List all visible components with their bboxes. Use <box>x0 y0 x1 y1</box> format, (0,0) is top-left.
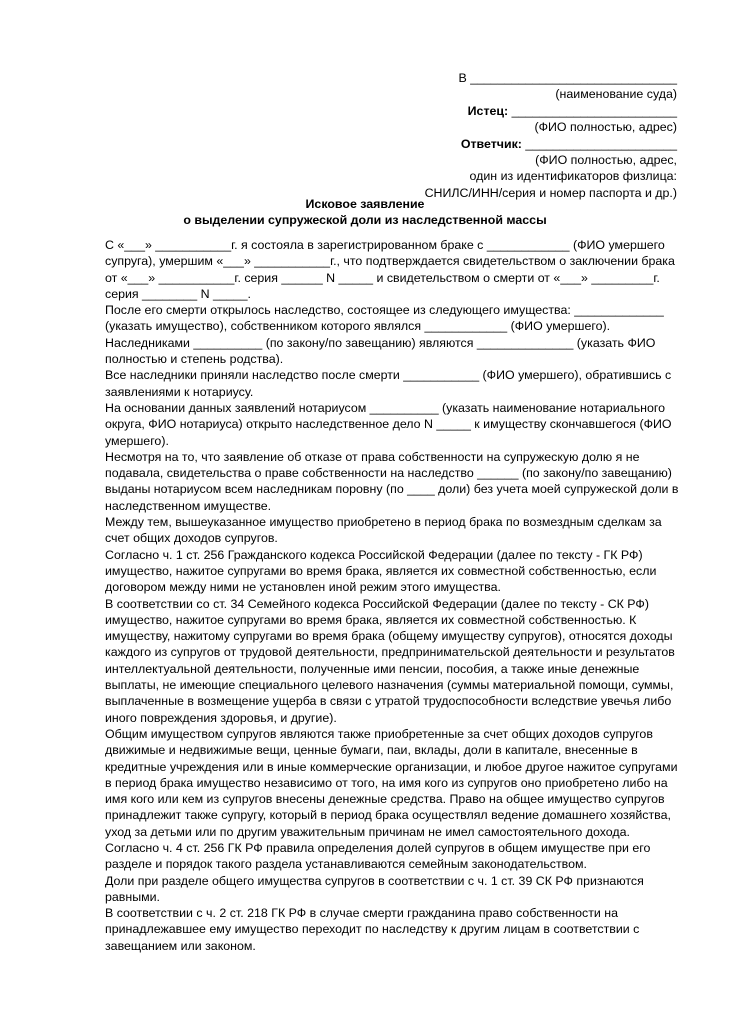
paragraph: Доли при разделе общего имущества супругов в соответствии с ч. 1 ст. 39 СК РФ признаются равными. <box>105 873 644 904</box>
document-body <box>105 237 681 954</box>
title-line-1: Исковое заявление <box>305 197 425 211</box>
title-line-2: о выделении супружеской доли из наследственной массы <box>183 213 547 227</box>
plaintiff-blank: ________________________ <box>508 103 677 118</box>
defendant-hint-2: один из идентификаторов физлица: <box>469 169 677 184</box>
paragraph: С «___» ___________г. я состояла в зарегистрированном браке с ____________ (ФИО умершего супруга), умершим «___» ___________г., что подтверждается свидетельством о заключении брака от «___» ___________г. серия ______ N _____ и свидетельством о смерти от «___» _________г. серия ________ N _____. <box>105 238 675 301</box>
defendant-hint-1: (ФИО полностью, адрес, <box>535 153 677 168</box>
document-title <box>0 196 730 228</box>
court-hint: (наименование суда) <box>555 87 677 102</box>
paragraph: Общим имуществом супругов являются также приобретенные за счет общих доходов супругов движимые и недвижимые вещи, ценные бумаги, паи, вклады, доли в капитале, внесенные в кредитные учреждения или в иные коммерческие организации, и любое другое нажитое супругами в период брака имущество независимо от того, на имя кого из супругов оно приобретено либо на имя кого или кем из супругов внесены денежные средства. Право на общее имущество супругов принадлежит также супругу, который в период брака осуществлял ведение домашнего хозяйства, уход за детьми или по другим уважительным причинам не имел самостоятельного дохода. <box>105 726 678 839</box>
paragraph: После его смерти открылось наследство, состоящее из следующего имущества: _____________ (указать имущество), собственником которого являлся ____________ (ФИО умершего). <box>105 303 664 334</box>
addressee-block <box>347 70 677 201</box>
paragraph: Несмотря на то, что заявление об отказе от права собственности на супружескую долю я не подавала, свидетельства о праве собственности на наследство ______ (по закону/по завещанию) выданы нотариусом всем наследникам поровну (по ____ доли) без учета моей супружеской доли в наследственном имуществе. <box>105 449 679 513</box>
paragraph: В соответствии со ст. 34 Семейного кодекса Российской Федерации (далее по тексту - СК РФ) имущество, нажитое супругами во время брака, является их совместной собственностью. К имуществу, нажитому супругами во время брака (общему имуществу супругов), относятся доходы каждого из супругов от трудовой деятельности, предпринимательской деятельности и результатов интеллектуальной деятельности, полученные ими пенсии, пособия, а также иные денежные выплаты, не имеющие специального целевого назначения (суммы материальной помощи, суммы, выплаченные в возмещение ущерба в связи с утратой трудоспособности вследствие увечья либо иного повреждения здоровья, и другие). <box>105 596 675 725</box>
defendant-blank: ______________________ <box>521 136 677 151</box>
paragraph: Все наследники приняли наследство после смерти ___________ (ФИО умершего), обратившись с заявлениями к нотариусу. <box>105 368 672 399</box>
court-line: В ______________________________ <box>458 71 677 85</box>
paragraph: В соответствии с ч. 2 ст. 218 ГК РФ в случае смерти гражданина право собственности на принадлежавшее ему имущество переходит по наследству к другим лицам в соответствии с завещанием или законом. <box>105 906 640 953</box>
paragraph: На основании данных заявлений нотариусом __________ (указать наименование нотариального округа, ФИО нотариуса) открыто наследственное дело N _____ к имуществу скончавшегося (ФИО умершего). <box>105 400 672 448</box>
paragraph: Согласно ч. 4 ст. 256 ГК РФ правила определения долей супругов в общем имуществе при его разделе и порядок такого раздела устанавливаются семейным законодательством. <box>105 840 651 872</box>
defendant-line <box>347 136 677 152</box>
defendant-hint-3: СНИЛС/ИНН/серия и номер паспорта и др.) <box>424 185 677 200</box>
paragraph: Согласно ч. 1 ст. 256 Гражданского кодекса Российской Федерации (далее по тексту - ГК РФ) имущество, нажитое супругами во время брака, является их совместной собственностью, если договором между ними не установлен иной режим этого имущества. <box>105 547 657 595</box>
defendant-label: Ответчик: <box>460 136 522 151</box>
paragraph: Наследниками __________ (по закону/по завещанию) являются ______________ (указать ФИО полностью и степень родства). <box>105 335 656 367</box>
paragraph: Между тем, вышеуказанное имущество приобретено в период брака по возмездным сделкам за счет общих доходов супругов. <box>105 515 662 546</box>
plaintiff-hint: (ФИО полностью, адрес) <box>534 120 677 135</box>
plaintiff-line <box>347 103 677 119</box>
plaintiff-label: Истец: <box>467 103 509 118</box>
